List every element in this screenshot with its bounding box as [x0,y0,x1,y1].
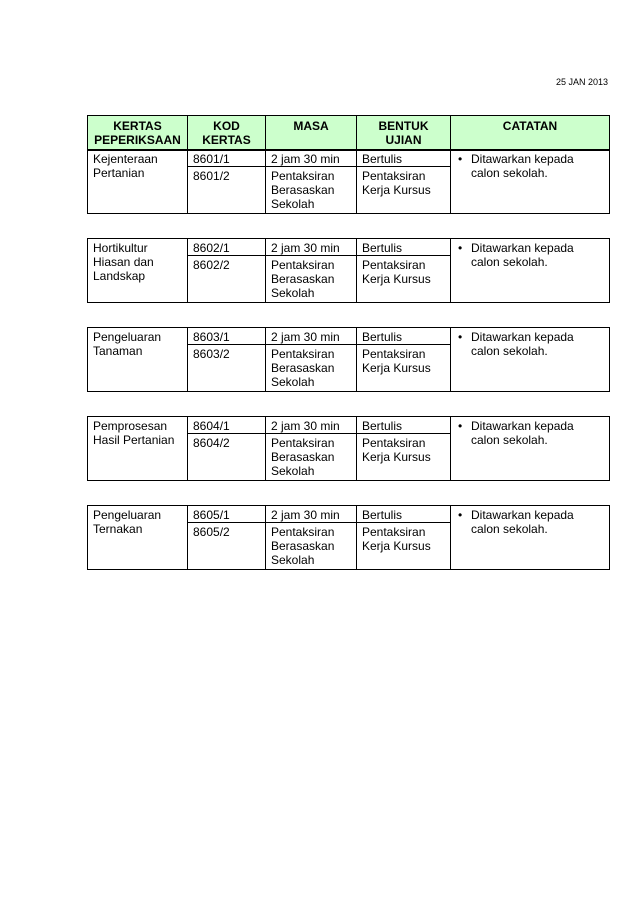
test-format: Pentaksiran Kerja Kursus [357,523,451,570]
test-format: Bertulis [357,328,451,345]
subject-name: Hortikultur Hiasan dan Landskap [88,239,188,303]
header-catatan: CATATAN [451,116,610,151]
subject-name: Kejenteraan Pertanian [88,150,188,214]
bullet-icon: • [458,241,463,255]
note-cell [451,150,610,214]
note-cell [451,506,610,570]
paper-code: 8603/2 [188,345,266,392]
paper-code: 8603/1 [188,328,266,345]
header-masa: MASA [266,116,357,151]
paper-duration: Pentaksiran Berasaskan Sekolah [266,167,357,214]
paper-code: 8602/1 [188,239,266,256]
note-cell [451,328,610,392]
paper-code: 8601/2 [188,167,266,214]
paper-duration: 2 jam 30 min [266,417,357,434]
subject-block [87,238,610,303]
test-format: Bertulis [357,239,451,256]
bullet-icon: • [458,419,463,433]
paper-code: 8604/1 [188,417,266,434]
paper-duration: Pentaksiran Berasaskan Sekolah [266,523,357,570]
bullet-icon: • [458,152,463,166]
paper-code: 8604/2 [188,434,266,481]
note-text: Ditawarkan kepada calon sekolah. [471,419,574,447]
test-format: Bertulis [357,506,451,523]
subject-block [87,149,610,214]
paper-code: 8605/2 [188,523,266,570]
paper-duration: 2 jam 30 min [266,150,357,167]
header-table [87,115,610,151]
note-text: Ditawarkan kepada calon sekolah. [471,241,574,269]
paper-code: 8605/1 [188,506,266,523]
subject-block [87,505,610,570]
paper-code: 8602/2 [188,256,266,303]
paper-duration: 2 jam 30 min [266,506,357,523]
test-format: Pentaksiran Kerja Kursus [357,167,451,214]
document-date: 25 JAN 2013 [555,77,608,87]
bullet-icon: • [458,330,463,344]
header-kod: KOD KERTAS [188,116,266,151]
header-bentuk: BENTUK UJIAN [357,116,451,151]
subject-name: Pemprosesan Hasil Pertanian [88,417,188,481]
note-cell [451,417,610,481]
paper-duration: 2 jam 30 min [266,328,357,345]
note-cell [451,239,610,303]
subject-name: Pengeluaran Tanaman [88,328,188,392]
paper-duration: Pentaksiran Berasaskan Sekolah [266,256,357,303]
paper-duration: Pentaksiran Berasaskan Sekolah [266,345,357,392]
subject-name: Pengeluaran Ternakan [88,506,188,570]
bullet-icon: • [458,508,463,522]
test-format: Bertulis [357,150,451,167]
header-kertas: KERTAS PEPERIKSAAN [88,116,188,151]
test-format: Pentaksiran Kerja Kursus [357,434,451,481]
note-text: Ditawarkan kepada calon sekolah. [471,508,574,536]
note-text: Ditawarkan kepada calon sekolah. [471,152,574,180]
test-format: Pentaksiran Kerja Kursus [357,256,451,303]
test-format: Bertulis [357,417,451,434]
subject-block [87,416,610,481]
paper-duration: Pentaksiran Berasaskan Sekolah [266,434,357,481]
paper-duration: 2 jam 30 min [266,239,357,256]
paper-code: 8601/1 [188,150,266,167]
test-format: Pentaksiran Kerja Kursus [357,345,451,392]
subject-block [87,327,610,392]
note-text: Ditawarkan kepada calon sekolah. [471,330,574,358]
